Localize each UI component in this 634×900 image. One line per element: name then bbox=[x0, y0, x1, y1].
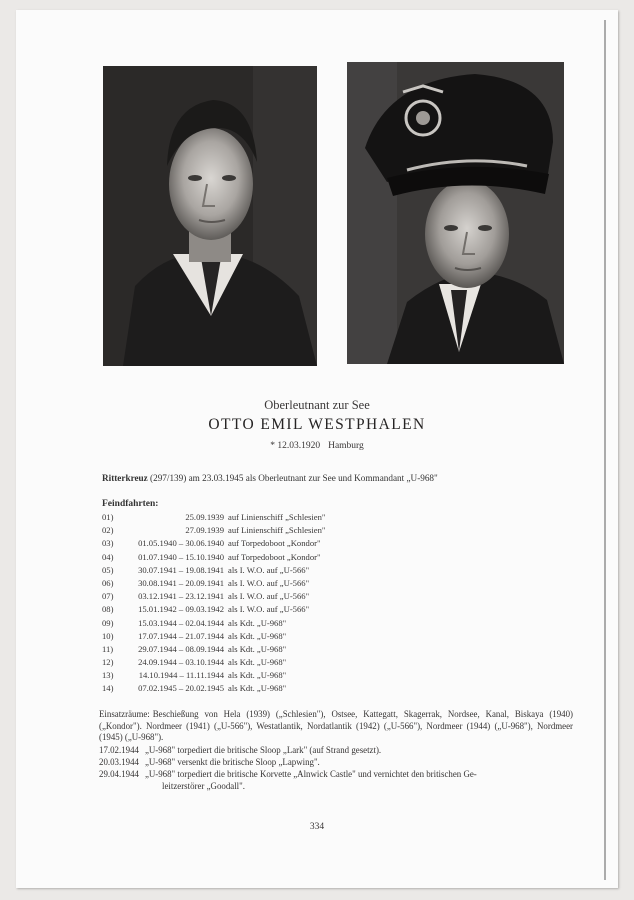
patrol-number: 08) bbox=[102, 604, 114, 615]
portrait-photo-uniform bbox=[347, 62, 564, 364]
patrol-number: 13) bbox=[102, 670, 114, 681]
patrol-description: auf Torpedoboot „Kondor" bbox=[228, 538, 321, 549]
patrol-date: 01.05.1940 – 30.06.1940 bbox=[138, 538, 224, 549]
rank-title: Oberleutnant zur See bbox=[264, 398, 370, 412]
patrol-description: als Kdt. „U-968" bbox=[228, 617, 287, 628]
areas-text: Beschießung von Hela (1939) („Schlesien"), Ostsee, Kattegatt, Skagerrak, Nordsee, Kanal, Biskaya (1940) („Kondor"). Nordmeer (1941) („U-566"), Westatlantik, Nordatlantik (1942) („U-566"), Nordmeer (1944) („U-968"), Nordmeer (1945) („U-968"). bbox=[99, 709, 573, 743]
patrol-date: 01.07.1940 – 15.10.1940 bbox=[138, 551, 224, 562]
patrol-description: auf Linienschiff „Schlesien" bbox=[228, 525, 326, 536]
patrol-description: auf Linienschiff „Schlesien" bbox=[228, 512, 326, 522]
event-text: „U-968" torpediert die britische Korvette „Alnwick Castle" und vernichtet den britischen Ge- bbox=[144, 769, 477, 779]
event-line bbox=[99, 757, 320, 769]
patrol-row bbox=[102, 577, 402, 590]
patrol-row bbox=[102, 669, 402, 682]
patrol-date: 30.07.1941 – 19.08.1941 bbox=[138, 564, 224, 575]
patrol-description: als I. W.O. auf „U-566" bbox=[228, 564, 310, 575]
event-date: 29.04.1944 bbox=[99, 769, 139, 779]
event-text: „U-968" versenkt die britische Sloop „Lapwing". bbox=[144, 757, 320, 767]
patrol-description: als I. W.O. auf „U-566" bbox=[228, 604, 310, 615]
patrol-row bbox=[102, 603, 402, 616]
areas-label: Einsatzräume: bbox=[99, 709, 150, 719]
patrol-description: als I. W.O. auf „U-566" bbox=[228, 591, 310, 602]
patrol-date: 15.03.1944 – 02.04.1944 bbox=[138, 617, 224, 628]
patrol-list bbox=[102, 511, 402, 696]
patrol-date: 03.12.1941 – 23.12.1941 bbox=[138, 591, 224, 602]
person-name: OTTO EMIL WESTPHALEN bbox=[208, 416, 426, 433]
operational-areas bbox=[99, 709, 573, 744]
birth-line bbox=[0, 441, 634, 451]
event-line bbox=[99, 745, 381, 757]
event-text: „U-968" torpediert die britische Sloop „Lark" (auf Strand gesetzt). bbox=[144, 745, 382, 755]
patrol-row bbox=[102, 656, 402, 669]
patrol-row bbox=[102, 682, 402, 695]
patrol-row bbox=[102, 511, 402, 524]
patrol-number: 05) bbox=[102, 564, 114, 575]
patrol-description: als Kdt. „U-968" bbox=[228, 643, 287, 654]
patrol-date: 30.08.1941 – 20.09.1941 bbox=[138, 577, 224, 588]
patrol-row bbox=[102, 590, 402, 603]
patrol-number: 11) bbox=[102, 643, 114, 654]
event-date: 17.02.1944 bbox=[99, 745, 139, 755]
patrol-date: 24.09.1944 – 03.10.1944 bbox=[138, 657, 224, 668]
patrol-date: 15.01.1942 – 09.03.1942 bbox=[138, 604, 224, 615]
patrol-number: 01) bbox=[102, 512, 114, 522]
patrol-date: 29.07.1944 – 08.09.1944 bbox=[138, 643, 224, 654]
patrol-row bbox=[102, 524, 402, 537]
patrol-date: 25.09.1939 bbox=[185, 512, 224, 522]
patrol-number: 14) bbox=[102, 683, 114, 694]
patrol-date: 27.09.1939 bbox=[185, 525, 224, 536]
patrol-row bbox=[102, 551, 402, 564]
event-date: 20.03.1944 bbox=[99, 757, 139, 767]
patrol-number: 10) bbox=[102, 630, 114, 641]
award-text: (297/139) am 23.03.1945 als Oberleutnant zur See und Kommandant „U-968" bbox=[150, 473, 438, 483]
patrol-description: als I. W.O. auf „U-566" bbox=[228, 577, 310, 588]
patrol-number: 06) bbox=[102, 577, 114, 588]
award-label: Ritterkreuz bbox=[102, 473, 148, 483]
portrait-photo-civilian bbox=[103, 66, 317, 366]
patrol-date: 17.07.1944 – 21.07.1944 bbox=[138, 630, 224, 641]
patrol-row bbox=[102, 643, 402, 656]
patrol-row bbox=[102, 564, 402, 577]
patrol-description: als Kdt. „U-968" bbox=[228, 657, 287, 668]
patrol-row bbox=[102, 630, 402, 643]
patrol-description: auf Torpedoboot „Kondor" bbox=[228, 551, 321, 562]
patrol-number: 03) bbox=[102, 538, 114, 549]
award-line bbox=[102, 473, 582, 483]
patrol-number: 02) bbox=[102, 525, 114, 536]
patrol-date: 14.10.1944 – 11.11.1944 bbox=[138, 670, 224, 681]
patrol-description: als Kdt. „U-968" bbox=[228, 630, 287, 641]
patrol-number: 07) bbox=[102, 591, 114, 602]
patrols-title: Feindfahrten: bbox=[102, 499, 159, 509]
patrol-number: 09) bbox=[102, 617, 114, 628]
patrol-number: 12) bbox=[102, 657, 114, 668]
birth-place: Hamburg bbox=[328, 441, 364, 451]
patrol-date: 07.02.1945 – 20.02.1945 bbox=[138, 683, 224, 694]
event-text-continued: leitzerstörer „Goodall". bbox=[162, 780, 245, 791]
patrol-row bbox=[102, 537, 402, 550]
event-line bbox=[99, 769, 573, 792]
patrol-number: 04) bbox=[102, 551, 114, 562]
patrol-description: als Kdt. „U-968" bbox=[228, 683, 287, 694]
patrol-row bbox=[102, 617, 402, 630]
patrol-description: als Kdt. „U-968" bbox=[228, 670, 287, 681]
birth-date: * 12.03.1920 bbox=[270, 441, 321, 451]
page-number: 334 bbox=[309, 822, 325, 832]
